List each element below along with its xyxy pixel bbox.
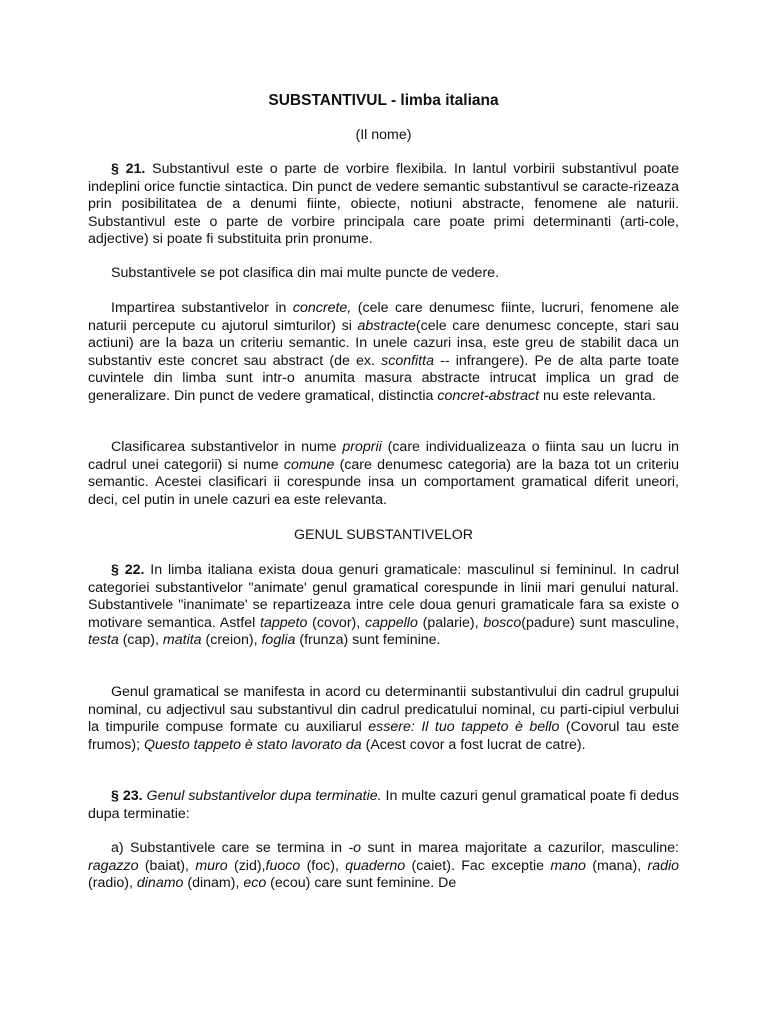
italic-term: essere: Il tuo tappeto è bello bbox=[368, 719, 560, 735]
paragraph-22: § 22. In limba italiana exista doua genuri gramaticale: masculinul si femininul. In cadrul categoriei substantivelor "animate' genul gramatical corespunde in linii mari genului natural. Substantivele "inanimate' se repartizeaza intre cele doua genuri gramaticale fara sa existe o motivare semantica. Astfel tappeto (covor), cappello (palarie), bosco(padure) sunt masculine, testa (cap), matita (creion), foglia (frunza) sunt feminine. bbox=[88, 562, 680, 648]
paragraph-clasificare: Substantivele se pot clasifica din mai multe puncte de vedere. bbox=[111, 265, 500, 281]
page-title: SUBSTANTIVUL - limba italiana bbox=[268, 92, 499, 109]
paragraph-text: Substantivul este o parte de vorbire flexibila. In lantul vorbirii substantivul poate indeplini orice functie sintactica. Din punct de vedere semantic substantivul se caracte-rizeaza prin posibilitatea de a denumi fiinte, obiecte, notiuni abstracte, fenomene ale naturii. Substantivul este o parte de vorbire principala care poate primi determinanti (arti-cole, adjective) si poate fi substituita prin pronume. bbox=[88, 161, 679, 247]
italic-term: radio bbox=[647, 857, 680, 874]
italic-term: quaderno bbox=[345, 857, 406, 874]
italic-term: -o bbox=[348, 840, 362, 856]
italic-term: eco bbox=[243, 875, 267, 891]
section-heading-genul: GENUL SUBSTANTIVELOR bbox=[294, 527, 473, 543]
italic-term: foglia bbox=[261, 632, 296, 648]
italic-term: fuoco bbox=[265, 857, 301, 874]
italic-term: Questo tappeto è stato lavorato da bbox=[143, 736, 362, 753]
paragraph-acord: Genul gramatical se manifesta in acord cu determinantii substantivului din cadrul grupului nominal, cu adjectivul sau substantivul din cadrul predicatului nominal, cu parti-cipiul verbului la timpurile compuse formate cu auxiliarul essere: Il tuo tappeto è bello (Covorul tau este frumos); Questo tappeto è stato lavorato da (Acest covor a fost lucrat de catre). bbox=[88, 684, 679, 753]
paragraph-concrete: Impartirea substantivelor in concrete, (cele care denumesc fiinte, lucruri, fenomene ale naturii percepute cu ajutorul simturilor) si abstracte(cele care denumesc concepte, stari sau actiuni) are la baza un criteriu semantic. In unele cazuri insa, este greu de stabilit daca un substantiv este concret sau abstract (de ex. sconfitta -- infrangere). Pe de alta parte toate cuvintele din limba sunt intr-o anumita masura abstracte intrucat implica un grad de generalizare. Din punct de vedere gramatical, distinctia concret-abstract nu este relevanta. bbox=[88, 300, 680, 404]
italic-term: dinamo bbox=[136, 875, 184, 891]
section-mark: § 21. bbox=[111, 161, 146, 177]
italic-term: cappello bbox=[364, 614, 418, 631]
page-subtitle: (Il nome) bbox=[355, 127, 412, 143]
italic-term: comune bbox=[283, 456, 335, 473]
italic-term: bosco bbox=[483, 614, 522, 631]
italic-term: testa bbox=[88, 632, 119, 648]
italic-term: Genul substantivelor dupa terminatie. bbox=[146, 788, 382, 804]
italic-term: muro bbox=[195, 857, 228, 874]
italic-term: concrete, bbox=[292, 300, 352, 316]
section-mark: § 22. bbox=[111, 562, 145, 578]
italic-term: ragazzo bbox=[88, 857, 139, 874]
paragraph-proprii: Clasificarea substantivelor in nume proprii (care individualizeaza o fiinta sau un lucru in cadrul unei categorii) si nume comune (care denumesc categoria) are la baza tot un criteriu semantic. Acestei clasificari ii corespunde insa un comportament gramatical diferit uneori, deci, cel putin in unele cazuri ea este relevanta. bbox=[88, 439, 679, 508]
italic-term: sconfitta bbox=[381, 352, 434, 369]
italic-term: abstracte bbox=[357, 317, 416, 334]
section-mark: § 23. bbox=[111, 788, 143, 804]
italic-term: concret-abstract bbox=[437, 387, 540, 404]
paragraph-23: § 23. Genul substantivelor dupa terminatie. In multe cazuri genul gramatical poate fi dedus dupa terminatie: bbox=[88, 788, 679, 822]
paragraph-21 bbox=[88, 161, 679, 249]
italic-term: tappeto bbox=[260, 614, 308, 631]
italic-term: mano bbox=[550, 857, 586, 874]
italic-term: matita bbox=[162, 632, 202, 648]
italic-term: proprii bbox=[342, 439, 382, 455]
paragraph-a: a) Substantivele care se termina in -o sunt in marea majoritate a cazurilor, masculine: ragazzo (baiat), muro (zid),fuoco (foc), quaderno (caiet). Fac exceptie mano (mana), radio (radio), dinamo (dinam), eco (ecou) care sunt feminine. De bbox=[88, 840, 680, 891]
